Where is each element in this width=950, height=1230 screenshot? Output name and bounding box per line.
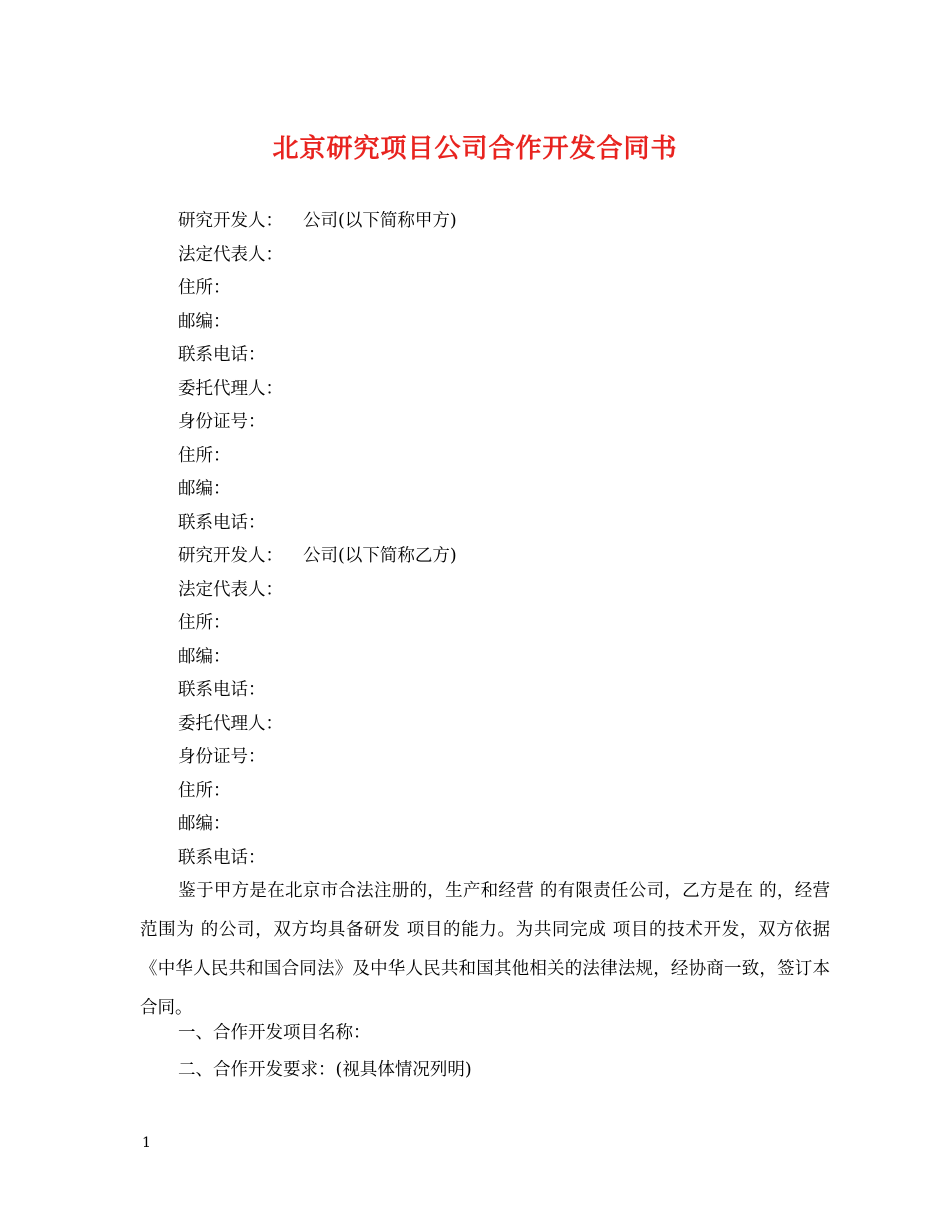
party-b-id-no: 身份证号：: [178, 747, 266, 767]
preamble-text: 鉴于甲方是在北京市合法注册的，生产和经营 的有限责任公司，乙方是在 的，经营范围为 的公司，双方均具备研发 项目的能力。为共同完成 项目的技术开发，双方依据《中华人民共和国合同法》及中华人民共和国其他相关的法律法规，经协商一致，签订本合同。: [140, 881, 830, 1018]
party-b-agent-phone: 联系电话：: [178, 847, 266, 868]
party-b-agent: 委托代理人：: [178, 713, 283, 734]
party-a-agent-postcode: 邮编：: [178, 479, 231, 499]
page-number: 1: [142, 1135, 151, 1151]
party-b-postcode: 邮编：: [178, 646, 231, 667]
party-info-block: [178, 208, 838, 878]
party-b-agent-address: 住所：: [178, 780, 231, 801]
party-b-developer-label: 研究开发人：: [178, 546, 283, 566]
party-a-address: 住所：: [178, 278, 231, 298]
party-b-legal-rep: 法定代表人：: [178, 579, 283, 600]
party-b-agent-postcode: 邮编：: [178, 814, 231, 834]
party-a-agent: 委托代理人：: [178, 378, 283, 399]
preamble-paragraph: [140, 872, 830, 1028]
party-a-phone: 联系电话：: [178, 345, 266, 365]
party-a-legal-rep: 法定代表人：: [178, 244, 283, 265]
party-a-postcode: 邮编：: [178, 311, 231, 332]
sections-block: [178, 1015, 472, 1089]
party-a-developer-line: [178, 208, 838, 242]
party-b-phone: 联系电话：: [178, 680, 266, 700]
section-2-heading: 二、合作开发要求：(视具体情况列明): [178, 1060, 472, 1080]
party-b-address: 住所：: [178, 613, 231, 633]
party-a-developer-label: 研究开发人：: [178, 211, 283, 231]
section-1-heading: 一、合作开发项目名称：: [178, 1023, 371, 1043]
party-a-developer-value: 公司(以下简称甲方): [303, 211, 457, 231]
party-b-developer-value: 公司(以下简称乙方): [303, 546, 457, 566]
party-a-agent-address: 住所：: [178, 445, 231, 466]
party-a-agent-phone: 联系电话：: [178, 512, 266, 533]
party-a-id-no: 身份证号：: [178, 412, 266, 432]
party-b-developer-line: [178, 543, 838, 577]
document-title: 北京研究项目公司合作开发合同书: [272, 134, 678, 164]
